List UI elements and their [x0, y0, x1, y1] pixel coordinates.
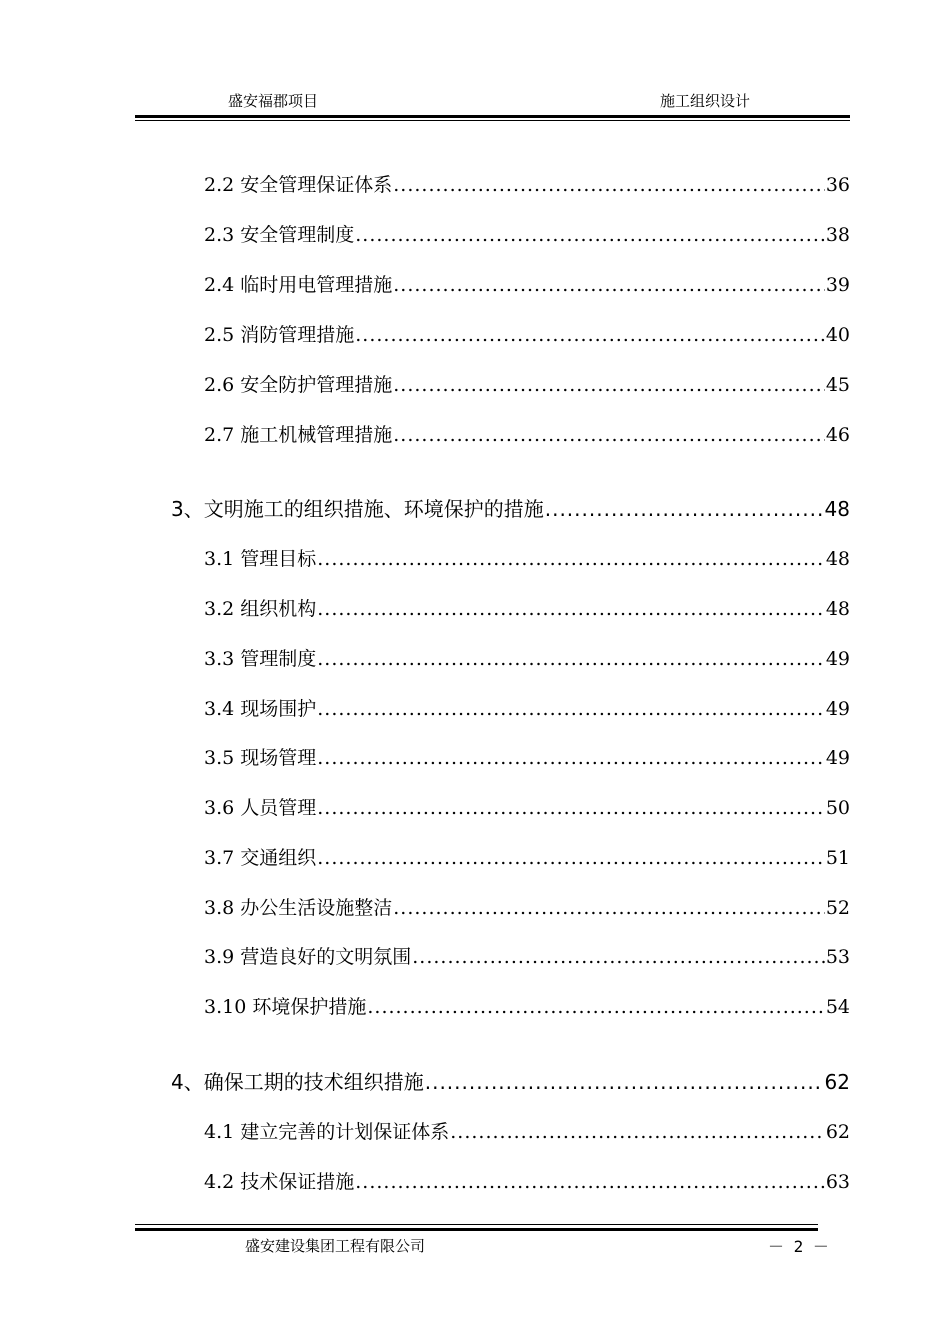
page-header: [0, 88, 950, 118]
toc-entry[interactable]: 3.3 管理制度 ..... 49: [204, 644, 850, 671]
toc-entry[interactable]: 2.5 消防管理措施 ..... 40: [204, 320, 850, 347]
toc-entry[interactable]: 3.5 现场管理 ..... 49: [204, 743, 850, 770]
toc-entry[interactable]: 2.3 安全管理制度 ..... 38: [204, 220, 850, 247]
footer-rule-thin: [135, 1224, 818, 1225]
toc-entry[interactable]: 3.7 交通组织 ..... 51: [204, 843, 850, 870]
toc-entry[interactable]: 3.2 组织机构 ..... 48: [204, 594, 850, 621]
toc-section-entry[interactable]: 3、文明施工的组织措施、环境保护的措施 ..... 48: [171, 493, 850, 522]
toc-entry[interactable]: 3.10 环境保护措施 ..... 54: [204, 992, 850, 1019]
toc-entry[interactable]: 3.4 现场围护 ..... 49: [204, 694, 850, 721]
toc-entry[interactable]: 3.8 办公生活设施整洁 ..... 52: [204, 893, 850, 920]
header-rule: [135, 115, 850, 118]
toc-entry[interactable]: 3.6 人员管理 ..... 50: [204, 793, 850, 820]
toc-entry[interactable]: 3.9 营造良好的文明氛围 ..... 53: [204, 942, 850, 969]
header-doc-type: 施工组织设计: [660, 92, 751, 110]
header-project: 盛安福郡项目: [228, 92, 319, 110]
toc-entry[interactable]: 3.1 管理目标 ..... 48: [204, 544, 850, 571]
toc-entry[interactable]: 2.7 施工机械管理措施 ..... 46: [204, 420, 850, 447]
toc-section-entry[interactable]: 4、确保工期的技术组织措施 ..... 62: [171, 1066, 850, 1095]
toc-entry[interactable]: 2.2 安全管理保证体系 ..... 36: [204, 170, 850, 197]
toc-entry[interactable]: 4.2 技术保证措施 ..... 63: [204, 1167, 850, 1194]
footer-rule: [135, 1228, 818, 1231]
toc-entry[interactable]: 2.4 临时用电管理措施 ..... 39: [204, 270, 850, 297]
footer-company: 盛安建设集团工程有限公司: [245, 1237, 426, 1255]
page-number: － 2 －: [768, 1237, 829, 1256]
header-rule-thin: [135, 120, 850, 121]
toc-entry[interactable]: 2.6 安全防护管理措施 ..... 45: [204, 370, 850, 397]
toc-entry[interactable]: 4.1 建立完善的计划保证体系 ..... 62: [204, 1117, 850, 1144]
